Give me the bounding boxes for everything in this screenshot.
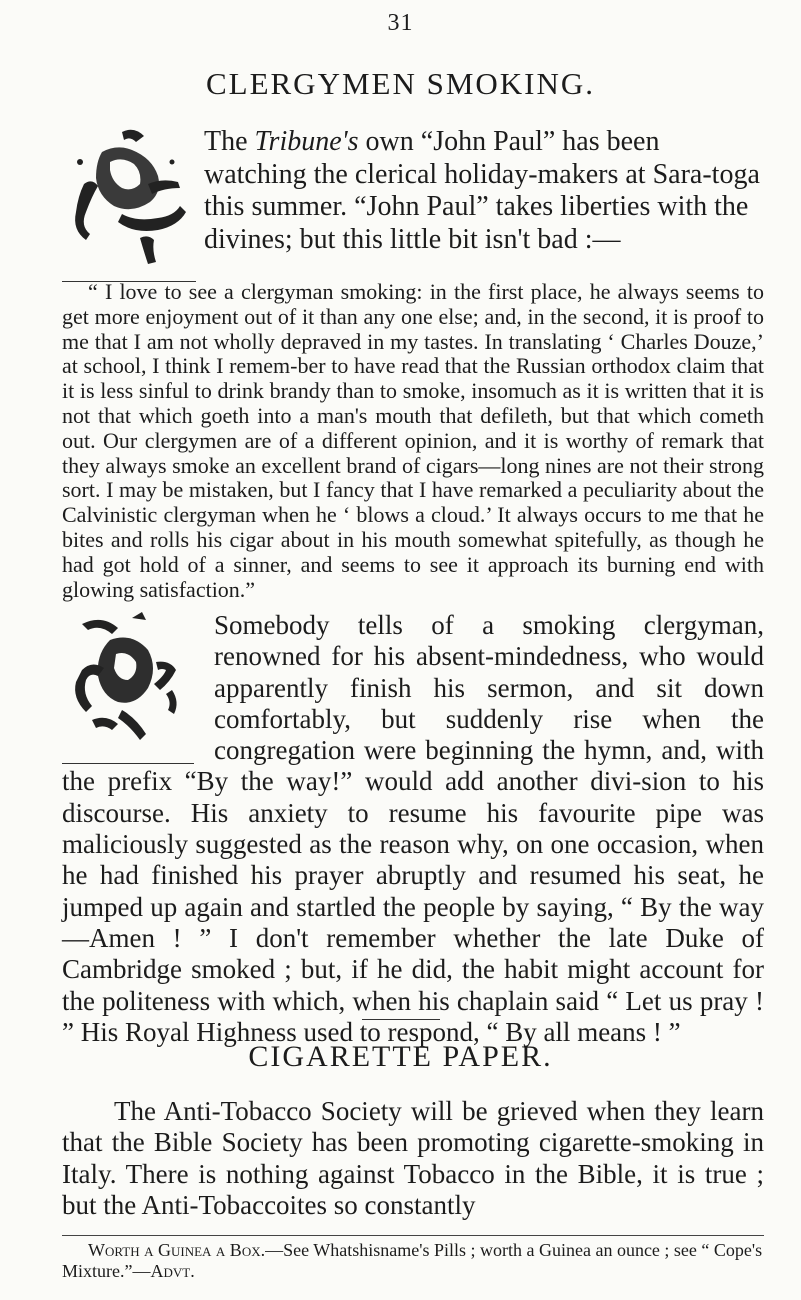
intro-prefix: The: [204, 126, 255, 157]
quotation-paragraph: “ I love to see a clergyman smoking: in the first place, he always seems to get more enjoyment out of it than any one else; and, in the second, it is proof to me that I am not wholly depraved in my tastes. In translating ‘ Charles Douze,’ at school, I think I remem-ber to have read that the Russian orthodox claim that it is less sinful to drink brandy than to smoke, insomuch as it is written that it is not that which goeth into a man's mouth that defileth, but that which cometh out. Our clergymen are of a different opinion, and it is worthy of remark that they always smoke an excellent brand of cigars—long nines are not their strong sort. I may be mistaken, but I fancy that I have remarked a peculiarity about the Calvinistic clergyman when he ‘ blows a cloud.’ It always occurs to me that he bites and rolls his cigar about in his mouth somewhat spitefully, as though he had got hold of a sinner, and seems to see it approach its burning end with glowing satisfaction.”: [62, 279, 764, 602]
smoker-icon: [62, 610, 200, 760]
footnote-rule: [62, 1235, 764, 1236]
pipe-illustration: [62, 122, 200, 282]
article-heading-2: CIGARETTE PAPER.: [248, 1040, 553, 1073]
smoker-illustration: [62, 610, 200, 764]
intro-rest: own “John Paul” has been watching the clerical holiday-makers at Sara-toga this summer. “John Paul” takes liberties with the divines; but this little bit isn't bad :—: [204, 126, 760, 255]
footnote-text: —See Whatshisname's Pills ; worth a Guinea an ounce ; see “ Cope's Mixture.”—: [62, 1240, 763, 1281]
article-heading: CLERGYMEN SMOKING.: [205, 66, 596, 101]
page-number: 31: [387, 10, 414, 36]
pipe-icon: [62, 122, 200, 278]
intro-paragraph: [204, 126, 764, 256]
intro-italic: Tribune's: [254, 126, 359, 157]
advertisement-footnote: [62, 1240, 764, 1282]
anecdote-text: Somebody tells of a smoking clergyman, renowned for his absent-mindedness, who would apparently finish his sermon, and sit down comfortably, but suddenly rise when the congregation were beginning the hymn, and, with the prefix “By the way!” would add another divi-sion to his discourse. His anxiety to resume his favourite pipe was maliciously suggested as the reason why, on one occasion, when he had finished his prayer abruptly and resumed his seat, he jumped up again and startled the people by saying, “ By the way—Amen ! ” I don't remember whether the late Duke of Cambridge smoked ; but, if he did, the habit might account for the politeness with which, when his chaplain said “ Let us pray ! ” His Royal Highness used to respond, “ By all means ! ”: [62, 610, 764, 1047]
anecdote-paragraph: [62, 610, 764, 1048]
section-divider: [362, 1019, 440, 1020]
footnote-lead: Worth a Guinea a Box.: [88, 1240, 266, 1260]
cigarette-paper-paragraph: The Anti-Tobacco Society will be grieved when they learn that the Bible Society has been promoting cigarette-smoking in Italy. There is nothing against Tobacco in the Bible, it is true ; but the Anti-Tobaccoites so constantly: [62, 1096, 764, 1220]
footnote-tail: Advt.: [150, 1261, 195, 1281]
